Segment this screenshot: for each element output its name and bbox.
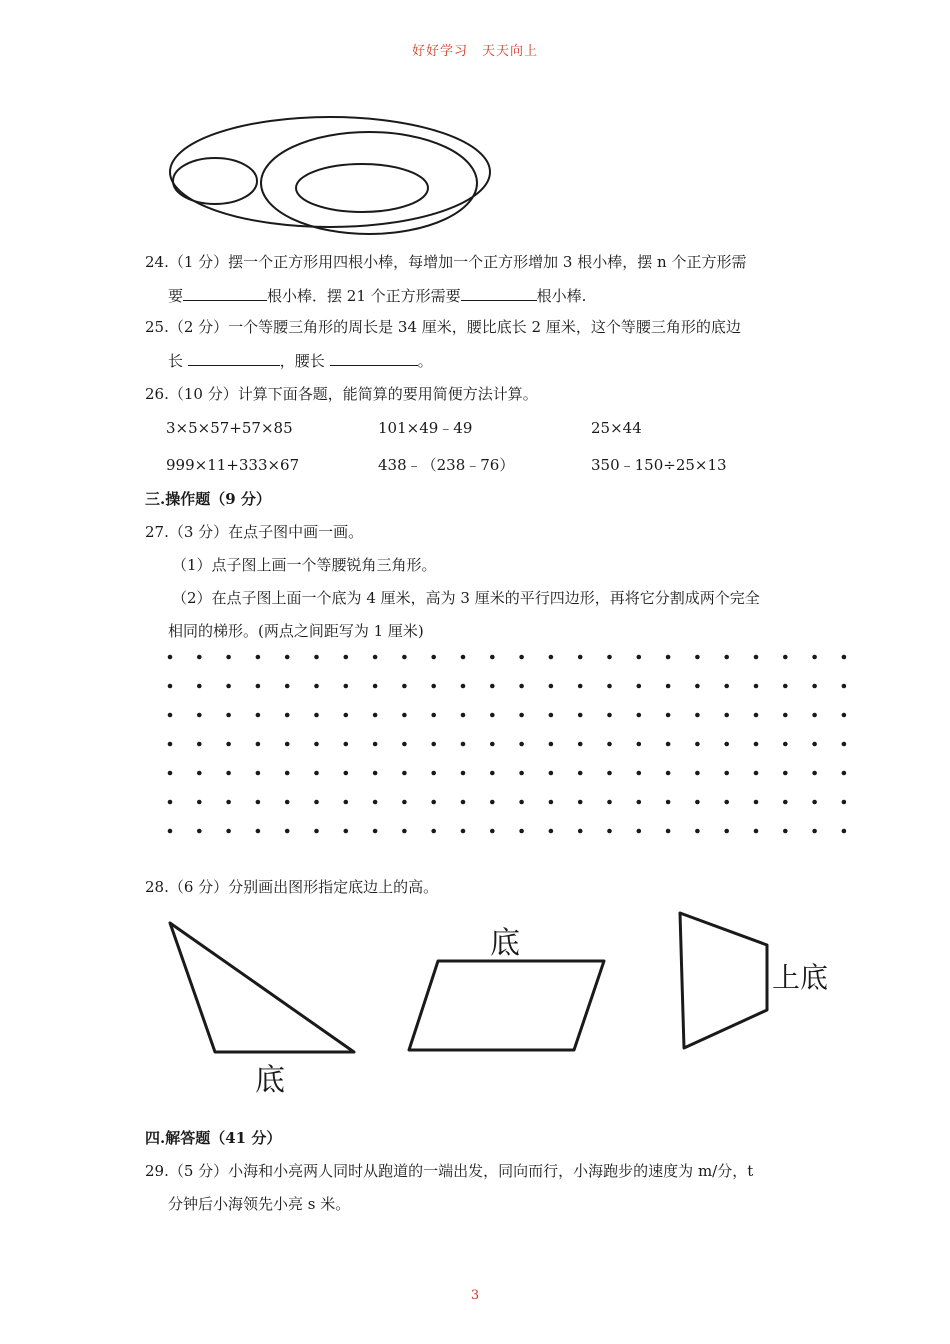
grid-dot[interactable] <box>842 800 847 805</box>
grid-dot[interactable] <box>373 713 378 718</box>
q27-sub2-line2: 相同的梯形。(两点之间距写为 1 厘米) <box>168 622 424 640</box>
grid-dot[interactable] <box>314 655 319 660</box>
grid-dot[interactable] <box>549 829 554 834</box>
page-number: 3 <box>470 1288 480 1303</box>
grid-dot[interactable] <box>168 684 173 689</box>
grid-dot[interactable] <box>754 829 759 834</box>
grid-dot[interactable] <box>695 655 700 660</box>
q27-title: 27.（3 分）在点子图中画一画。 <box>145 523 364 541</box>
grid-dot[interactable] <box>285 829 290 834</box>
grid-dot[interactable] <box>549 742 554 747</box>
grid-dot[interactable] <box>490 771 495 776</box>
q26-expr-1: 3×5×57+57×85 <box>166 419 293 437</box>
grid-dot[interactable] <box>314 713 319 718</box>
q24-blank-2[interactable] <box>461 284 537 301</box>
grid-dot[interactable] <box>607 800 612 805</box>
q24-blank-1[interactable] <box>183 284 267 301</box>
middle-ellipse <box>261 132 477 234</box>
grid-dot[interactable] <box>519 713 524 718</box>
q25-part-a: 长 <box>168 352 184 370</box>
grid-dot[interactable] <box>812 742 817 747</box>
grid-dot[interactable] <box>226 771 231 776</box>
grid-dot[interactable] <box>724 829 729 834</box>
q24-line2 <box>168 284 586 307</box>
triangle-shape <box>170 923 354 1052</box>
grid-dot[interactable] <box>666 771 671 776</box>
grid-dot[interactable] <box>197 829 202 834</box>
grid-dot[interactable] <box>373 771 378 776</box>
grid-dot[interactable] <box>461 829 466 834</box>
q27-sub1: （1）点子图上画一个等腰锐角三角形。 <box>172 556 437 574</box>
grid-dot[interactable] <box>637 684 642 689</box>
q29-line1: 29.（5 分）小海和小亮两人同时从跑道的一端出发，同向而行，小海跑步的速度为 m/分，t <box>145 1162 754 1180</box>
grid-dot[interactable] <box>637 829 642 834</box>
grid-dot[interactable] <box>754 742 759 747</box>
grid-dot[interactable] <box>373 655 378 660</box>
grid-dot[interactable] <box>519 684 524 689</box>
grid-dot[interactable] <box>754 684 759 689</box>
trapezoid-shape <box>680 913 767 1048</box>
grid-dot[interactable] <box>842 771 847 776</box>
grid-dot[interactable] <box>314 829 319 834</box>
parallelogram-base-label: 底 <box>490 926 520 961</box>
q24-part-c: 根小棒. <box>536 287 587 305</box>
triangle-base-label: 底 <box>255 1063 285 1098</box>
grid-dot[interactable] <box>285 742 290 747</box>
grid-dot[interactable] <box>549 713 554 718</box>
grid-dot[interactable] <box>314 742 319 747</box>
grid-dot[interactable] <box>461 771 466 776</box>
grid-dot[interactable] <box>695 684 700 689</box>
grid-dot[interactable] <box>549 771 554 776</box>
grid-dot[interactable] <box>461 742 466 747</box>
q25-line2 <box>168 349 433 372</box>
grid-dot[interactable] <box>168 655 173 660</box>
grid-dot[interactable] <box>402 829 407 834</box>
grid-dot[interactable] <box>607 713 612 718</box>
grid-dot[interactable] <box>578 655 583 660</box>
grid-dot[interactable] <box>344 829 349 834</box>
grid-dot[interactable] <box>578 684 583 689</box>
trapezoid-base-label: 上底 <box>772 961 829 994</box>
grid-dot[interactable] <box>256 684 261 689</box>
grid-dot[interactable] <box>783 771 788 776</box>
grid-dot[interactable] <box>256 655 261 660</box>
grid-dot[interactable] <box>637 655 642 660</box>
q25-blank-2[interactable] <box>330 349 418 366</box>
grid-dot[interactable] <box>402 742 407 747</box>
outer-ellipse <box>170 117 490 227</box>
grid-dot[interactable] <box>402 713 407 718</box>
grid-dot[interactable] <box>314 684 319 689</box>
grid-dot[interactable] <box>344 771 349 776</box>
grid-dot[interactable] <box>285 684 290 689</box>
grid-dot[interactable] <box>724 742 729 747</box>
grid-dot[interactable] <box>168 829 173 834</box>
grid-dot[interactable] <box>256 829 261 834</box>
grid-dot[interactable] <box>285 655 290 660</box>
q26-expr-4: 999×11+333×67 <box>166 456 300 474</box>
section-4-title: 四.解答题（41 分） <box>145 1129 282 1147</box>
grid-dot[interactable] <box>431 829 436 834</box>
q26-expr-2: 101×49﹣49 <box>378 419 473 437</box>
grid-dot[interactable] <box>519 771 524 776</box>
grid-dot[interactable] <box>578 800 583 805</box>
grid-dot[interactable] <box>666 713 671 718</box>
grid-dot[interactable] <box>812 771 817 776</box>
grid-dot[interactable] <box>783 684 788 689</box>
q25-line1: 25.（2 分）一个等腰三角形的周长是 34 厘米，腰比底长 2 厘米，这个等腰三角形的底边 <box>145 318 741 336</box>
grid-dot[interactable] <box>285 713 290 718</box>
parallelogram-shape <box>409 961 604 1050</box>
grid-dot[interactable] <box>724 713 729 718</box>
grid-dot[interactable] <box>256 800 261 805</box>
grid-dot[interactable] <box>197 684 202 689</box>
grid-dot[interactable] <box>461 713 466 718</box>
grid-dot[interactable] <box>549 800 554 805</box>
grid-dot[interactable] <box>666 684 671 689</box>
q24-part-b: 根小棒．摆 21 个正方形需要 <box>267 287 461 305</box>
grid-dot[interactable] <box>490 742 495 747</box>
grid-dot[interactable] <box>549 684 554 689</box>
grid-dot[interactable] <box>666 655 671 660</box>
grid-dot[interactable] <box>783 829 788 834</box>
grid-dot[interactable] <box>402 655 407 660</box>
grid-dot[interactable] <box>519 655 524 660</box>
section-3-title: 三.操作题（9 分） <box>145 490 271 508</box>
grid-dot[interactable] <box>783 742 788 747</box>
grid-dot[interactable] <box>344 800 349 805</box>
grid-dot[interactable] <box>226 655 231 660</box>
grid-dot[interactable] <box>168 742 173 747</box>
grid-dot[interactable] <box>607 742 612 747</box>
grid-dot[interactable] <box>256 771 261 776</box>
grid-dot[interactable] <box>783 713 788 718</box>
q29-line2: 分钟后小海领先小亮 s 米。 <box>168 1195 351 1213</box>
grid-dot[interactable] <box>578 713 583 718</box>
grid-dot[interactable] <box>754 771 759 776</box>
grid-dot[interactable] <box>285 800 290 805</box>
grid-dot[interactable] <box>344 655 349 660</box>
grid-dot[interactable] <box>402 684 407 689</box>
q26-title: 26.（10 分）计算下面各题，能简算的要用简便方法计算。 <box>145 385 538 403</box>
grid-dot[interactable] <box>578 742 583 747</box>
grid-dot[interactable] <box>168 713 173 718</box>
grid-dot[interactable] <box>168 771 173 776</box>
grid-dot[interactable] <box>256 713 261 718</box>
grid-dot[interactable] <box>549 655 554 660</box>
grid-dot[interactable] <box>842 713 847 718</box>
grid-dot[interactable] <box>197 800 202 805</box>
grid-dot[interactable] <box>344 742 349 747</box>
grid-dot[interactable] <box>754 713 759 718</box>
q28-title: 28.（6 分）分别画出图形指定底边上的高。 <box>145 878 439 896</box>
q26-expr-6: 350﹣150÷25×13 <box>591 456 727 474</box>
grid-dot[interactable] <box>490 713 495 718</box>
grid-dot[interactable] <box>724 800 729 805</box>
grid-dot[interactable] <box>490 829 495 834</box>
grid-dot[interactable] <box>226 800 231 805</box>
grid-dot[interactable] <box>461 800 466 805</box>
grid-dot[interactable] <box>490 684 495 689</box>
grid-dot[interactable] <box>226 713 231 718</box>
grid-dot[interactable] <box>490 800 495 805</box>
grid-dot[interactable] <box>695 800 700 805</box>
grid-dot[interactable] <box>344 713 349 718</box>
grid-dot[interactable] <box>256 742 261 747</box>
q25-blank-1[interactable] <box>188 349 280 366</box>
grid-dot[interactable] <box>724 655 729 660</box>
grid-dot[interactable] <box>402 771 407 776</box>
grid-dot[interactable] <box>344 684 349 689</box>
grid-dot[interactable] <box>666 829 671 834</box>
grid-dot[interactable] <box>724 771 729 776</box>
grid-dot[interactable] <box>519 829 524 834</box>
grid-dot[interactable] <box>461 684 466 689</box>
q24-part-a: 要 <box>168 287 184 305</box>
grid-dot[interactable] <box>285 771 290 776</box>
grid-dot[interactable] <box>431 800 436 805</box>
grid-dot[interactable] <box>197 713 202 718</box>
grid-dot[interactable] <box>812 829 817 834</box>
grid-dot[interactable] <box>607 655 612 660</box>
grid-dot[interactable] <box>637 800 642 805</box>
grid-dot[interactable] <box>490 655 495 660</box>
grid-dot[interactable] <box>812 655 817 660</box>
grid-dot[interactable] <box>637 771 642 776</box>
dot-grid[interactable] <box>160 645 860 845</box>
grid-dot[interactable] <box>314 771 319 776</box>
grid-dot[interactable] <box>431 655 436 660</box>
inner-ellipse <box>296 164 428 212</box>
q28-figures <box>160 905 860 1100</box>
grid-dot[interactable] <box>666 800 671 805</box>
grid-dot[interactable] <box>607 771 612 776</box>
q26-expr-5: 438﹣（238﹣76） <box>378 456 515 474</box>
q26-expr-3: 25×44 <box>591 419 642 437</box>
grid-dot[interactable] <box>168 800 173 805</box>
grid-dot[interactable] <box>754 655 759 660</box>
grid-dot[interactable] <box>695 742 700 747</box>
grid-dot[interactable] <box>842 829 847 834</box>
grid-dot[interactable] <box>578 771 583 776</box>
grid-dot[interactable] <box>812 713 817 718</box>
small-left-ellipse <box>173 158 257 204</box>
grid-dot[interactable] <box>695 829 700 834</box>
q25-part-b: ，腰长 <box>279 352 325 370</box>
grid-dot[interactable] <box>373 684 378 689</box>
grid-dot[interactable] <box>783 655 788 660</box>
grid-dot[interactable] <box>519 800 524 805</box>
grid-dot[interactable] <box>666 742 671 747</box>
grid-dot[interactable] <box>695 713 700 718</box>
grid-dot[interactable] <box>226 684 231 689</box>
ellipse-figure <box>160 110 510 240</box>
grid-dot[interactable] <box>373 800 378 805</box>
grid-dot[interactable] <box>842 684 847 689</box>
grid-dot[interactable] <box>637 713 642 718</box>
grid-dot[interactable] <box>197 655 202 660</box>
q25-part-c: 。 <box>417 352 433 370</box>
grid-dot[interactable] <box>519 742 524 747</box>
grid-dot[interactable] <box>431 771 436 776</box>
grid-dot[interactable] <box>754 800 759 805</box>
grid-dot[interactable] <box>373 742 378 747</box>
grid-dot[interactable] <box>607 684 612 689</box>
grid-dot[interactable] <box>226 829 231 834</box>
grid-dot[interactable] <box>197 742 202 747</box>
grid-dot[interactable] <box>842 655 847 660</box>
page-header: 好好学习 天天向上 <box>411 44 538 59</box>
grid-dot[interactable] <box>607 829 612 834</box>
q24-line1: 24.（1 分）摆一个正方形用四根小棒，每增加一个正方形增加 3 根小棒，摆 n 个正方形需 <box>145 253 747 271</box>
grid-dot[interactable] <box>402 800 407 805</box>
grid-dot[interactable] <box>373 829 378 834</box>
grid-dot[interactable] <box>431 742 436 747</box>
grid-dot[interactable] <box>431 713 436 718</box>
grid-dot[interactable] <box>695 771 700 776</box>
grid-dot[interactable] <box>724 684 729 689</box>
grid-dot[interactable] <box>578 829 583 834</box>
grid-dot[interactable] <box>226 742 231 747</box>
grid-dot[interactable] <box>461 655 466 660</box>
grid-dot[interactable] <box>812 800 817 805</box>
grid-dot[interactable] <box>431 684 436 689</box>
grid-dot[interactable] <box>637 742 642 747</box>
grid-dot[interactable] <box>197 771 202 776</box>
grid-dot[interactable] <box>783 800 788 805</box>
grid-dot[interactable] <box>314 800 319 805</box>
grid-dot[interactable] <box>842 742 847 747</box>
grid-dot[interactable] <box>812 684 817 689</box>
q27-sub2-line1: （2）在点子图上面一个底为 4 厘米，高为 3 厘米的平行四边形，再将它分割成两个完全 <box>172 589 760 607</box>
